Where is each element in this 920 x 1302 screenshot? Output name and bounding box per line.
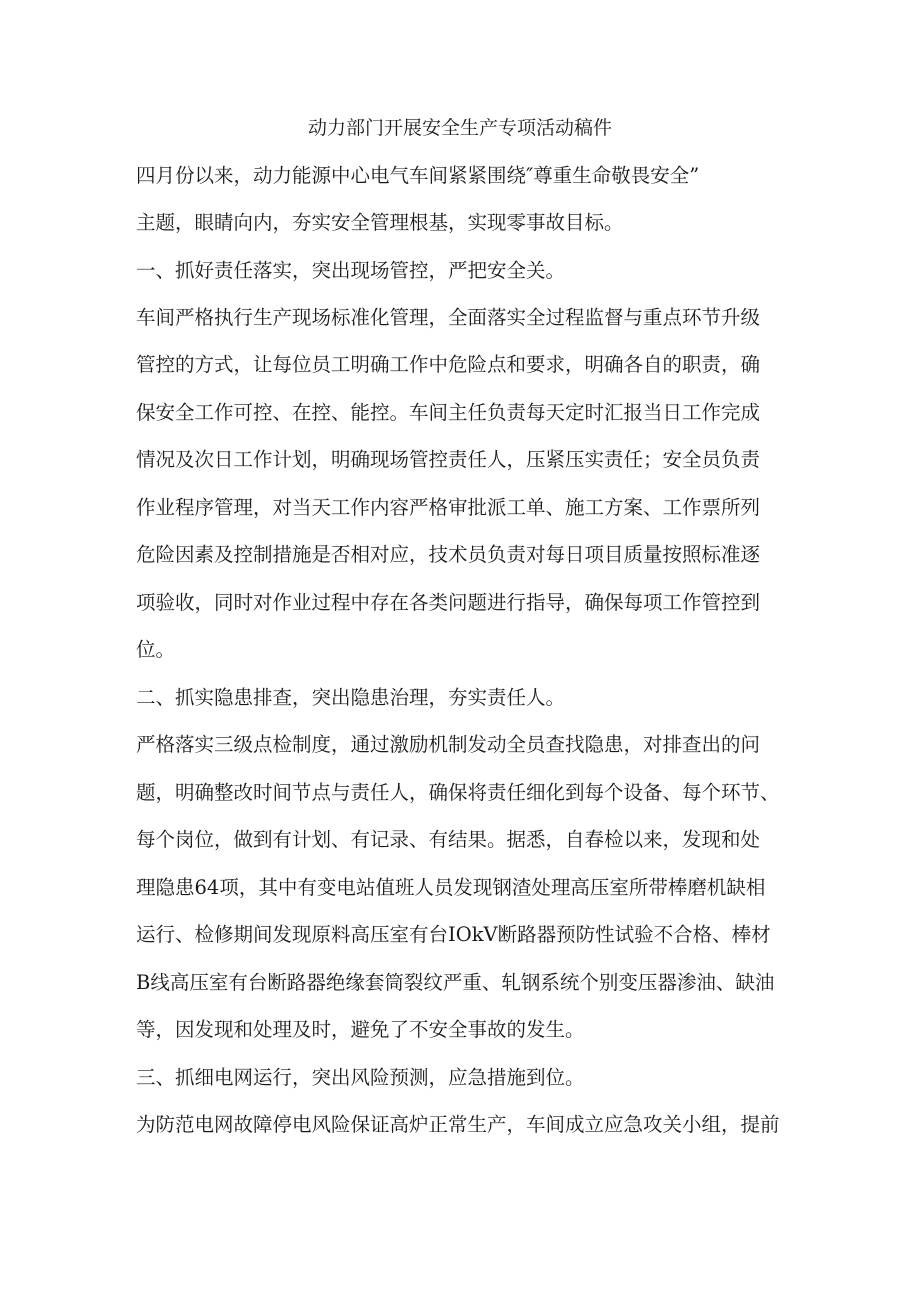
paragraph-line: 每个岗位，做到有计划、有记录、有结果。据悉，自春检以来，发现和处 — [136, 828, 761, 851]
paragraph-line: 理隐患64项，其中有变电站值班人员发现钢渣处理高压室所带棒磨机缺相 — [136, 876, 766, 899]
paragraph-line: 运行、检修期间发现原料高压室有台IOkV断路器预防性试验不合格、棒材 — [136, 923, 771, 946]
paragraph-line: 保安全工作可控、在控、能控。车间主任负责每天定时汇报当日工作完成 — [136, 401, 761, 424]
section-heading-3: 三、抓细电网运行，突出风险预测，应急措施到位。 — [136, 1066, 585, 1089]
paragraph-line: 等，因发现和处理及时，避免了不安全事故的发生。 — [136, 1018, 585, 1041]
paragraph-line: 情况及次日工作计划，明确现场管控责任人，压紧压实责任；安全员负责 — [136, 448, 761, 471]
section-heading-1: 一、抓好责任落实，突出现场管控，严把安全关。 — [136, 259, 566, 282]
section-heading-2: 二、抓实隐患排查，突出隐患治理，夯实责任人。 — [136, 686, 566, 709]
paragraph-line: 为防范电网故障停电风险保证高炉正常生产，车间成立应急攻关小组，提前 — [136, 1113, 780, 1136]
paragraph-line: 严格落实三级点检制度，通过激励机制发动全员查找隐患，对排查出的问 — [136, 733, 761, 756]
paragraph-line: B线高压室有台断路器绝缘套筒裂纹严重、轧钢系统个别变压器渗油、缺油 — [136, 971, 775, 994]
paragraph-line: 项验收，同时对作业过程中存在各类问题进行指导，确保每项工作管控到 — [136, 591, 761, 614]
paragraph-line: 危险因素及控制措施是否相对应，技术员负责对每日项目质量按照标准逐 — [136, 543, 761, 566]
paragraph-line: 管控的方式，让每位员工明确工作中危险点和要求，明确各自的职责，确 — [136, 353, 761, 376]
document-title: 动力部门开展安全生产专项活动稿件 — [307, 117, 612, 139]
paragraph-line: 题，明确整改时间节点与责任人，确保将责任细化到每个设备、每个环节、 — [136, 781, 780, 804]
paragraph-line: 车间严格执行生产现场标准化管理，全面落实全过程监督与重点环节升级 — [136, 306, 761, 329]
intro-line-1: 四月份以来，动力能源中心电气车间紧紧围绕″尊重生命敬畏安全” — [136, 164, 700, 187]
paragraph-line: 位。 — [136, 638, 176, 661]
paragraph-line: 作业程序管理，对当天工作内容严格审批派工单、施工方案、工作票所列 — [136, 496, 761, 519]
intro-line-2: 主题，眼睛向内，夯实安全管理根基，实现零事故目标。 — [136, 211, 624, 234]
